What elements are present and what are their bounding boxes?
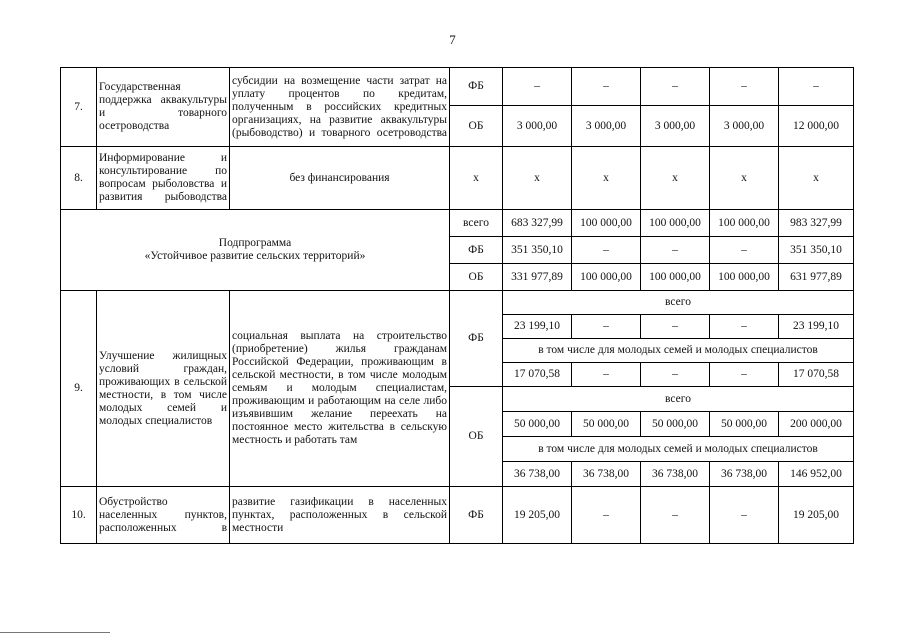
value-cell: 36 738,00 [641,462,710,487]
value-cell: – [710,68,779,106]
event-name: Информирование и консультирование по вопросам рыболовства и развития рыбоводства [97,147,230,210]
value-cell: – [641,315,710,339]
value-cell: – [641,68,710,106]
value-cell: 19 205,00 [779,487,854,544]
row-number: 10. [61,487,97,544]
value-cell: 3 000,00 [572,106,641,147]
value-cell: – [572,363,641,387]
table-row [61,210,854,237]
value-cell: 100 000,00 [641,264,710,291]
value-cell: 23 199,10 [503,315,572,339]
subtotal-label: в том числе для молодых семей и молодых специалистов [503,339,854,363]
page-number: 7 [449,32,456,47]
value-cell: 36 738,00 [710,462,779,487]
event-name: Государственная поддержка аквакультуры и товарного осетроводства [97,68,230,147]
value-cell: 36 738,00 [503,462,572,487]
event-description: развитие газификации в населенных пунктах, расположенных в сельской местности [230,487,450,544]
footer-divider [0,632,110,633]
value-cell: 983 327,99 [779,210,854,237]
funding-source: всего [450,210,503,237]
subprogram-title [61,210,450,291]
value-cell: 3 000,00 [710,106,779,147]
value-cell: – [710,363,779,387]
event-description: субсидии на возмещение части затрат на уплату процентов по кредитам, полученным в российских кредитных организациях, на развитие аквакультуры (рыбоводство) и товарного осетроводства [230,68,450,147]
value-cell: – [710,315,779,339]
value-cell: – [710,237,779,264]
event-description: социальная выплата на строительство (приобретение) жилья гражданам Российской Федерации, проживающим в сельской местности, в том числе молодым семьям и молодым специалистам, проживающим и работающим на селе либо изъявившим желание переехать на постоянное место жительства в сельскую местность и работать там [230,291,450,487]
subtotal-label: в том числе для молодых семей и молодых специалистов [503,437,854,462]
value-cell: – [641,363,710,387]
row-number: 9. [61,291,97,487]
value-cell: – [503,68,572,106]
value-cell: 19 205,00 [503,487,572,544]
value-cell: 100 000,00 [572,264,641,291]
event-name: Обустройство населенных пунктов, расположенных в [97,487,230,544]
value-cell: 3 000,00 [503,106,572,147]
value-cell: – [572,487,641,544]
value-cell: 36 738,00 [572,462,641,487]
value-cell: х [503,147,572,210]
value-cell: х [710,147,779,210]
value-cell: – [572,315,641,339]
event-name: Улучшение жилищных условий граждан, проживающих в сельской местности, в том числе молодых семей и молодых специалистов [97,291,230,487]
value-cell: 23 199,10 [779,315,854,339]
value-cell: – [779,68,854,106]
value-cell: 100 000,00 [710,210,779,237]
value-cell: 200 000,00 [779,412,854,437]
funding-source: ОБ [450,387,503,487]
row-number: 8. [61,147,97,210]
value-cell: 100 000,00 [572,210,641,237]
value-cell: 12 000,00 [779,106,854,147]
value-cell: 631 977,89 [779,264,854,291]
value-cell: 100 000,00 [710,264,779,291]
value-cell: 50 000,00 [572,412,641,437]
funding-source: ФБ [450,68,503,106]
table-row [61,487,854,544]
table-row [61,147,854,210]
subtotal-label: всего [503,387,854,412]
table-row [61,68,854,106]
value-cell: 50 000,00 [710,412,779,437]
value-cell: 351 350,10 [779,237,854,264]
value-cell: 3 000,00 [641,106,710,147]
funding-source: ФБ [450,237,503,264]
value-cell: 146 952,00 [779,462,854,487]
value-cell: – [641,237,710,264]
value-cell: – [572,237,641,264]
funding-source: ОБ [450,106,503,147]
value-cell: – [710,487,779,544]
funding-source: ФБ [450,487,503,544]
value-cell: 50 000,00 [503,412,572,437]
value-cell: 331 977,89 [503,264,572,291]
value-cell: 50 000,00 [641,412,710,437]
value-cell: – [641,487,710,544]
budget-table [60,67,854,544]
value-cell: х [572,147,641,210]
value-cell: х [641,147,710,210]
value-cell: 17 070,58 [779,363,854,387]
subprogram-heading: Подпрограмма [218,237,292,249]
value-cell: 351 350,10 [503,237,572,264]
value-cell: 100 000,00 [641,210,710,237]
value-cell: 17 070,58 [503,363,572,387]
subtotal-label: всего [503,291,854,315]
funding-source: ОБ [450,264,503,291]
value-cell: х [779,147,854,210]
funding-source: ФБ [450,291,503,387]
event-description: без финансирования [230,147,450,210]
row-number: 7. [61,68,97,147]
funding-source: х [450,147,503,210]
value-cell: – [572,68,641,106]
value-cell: 683 327,99 [503,210,572,237]
subprogram-name: «Устойчивое развитие сельских территорий» [144,250,366,262]
table-row [61,291,854,315]
